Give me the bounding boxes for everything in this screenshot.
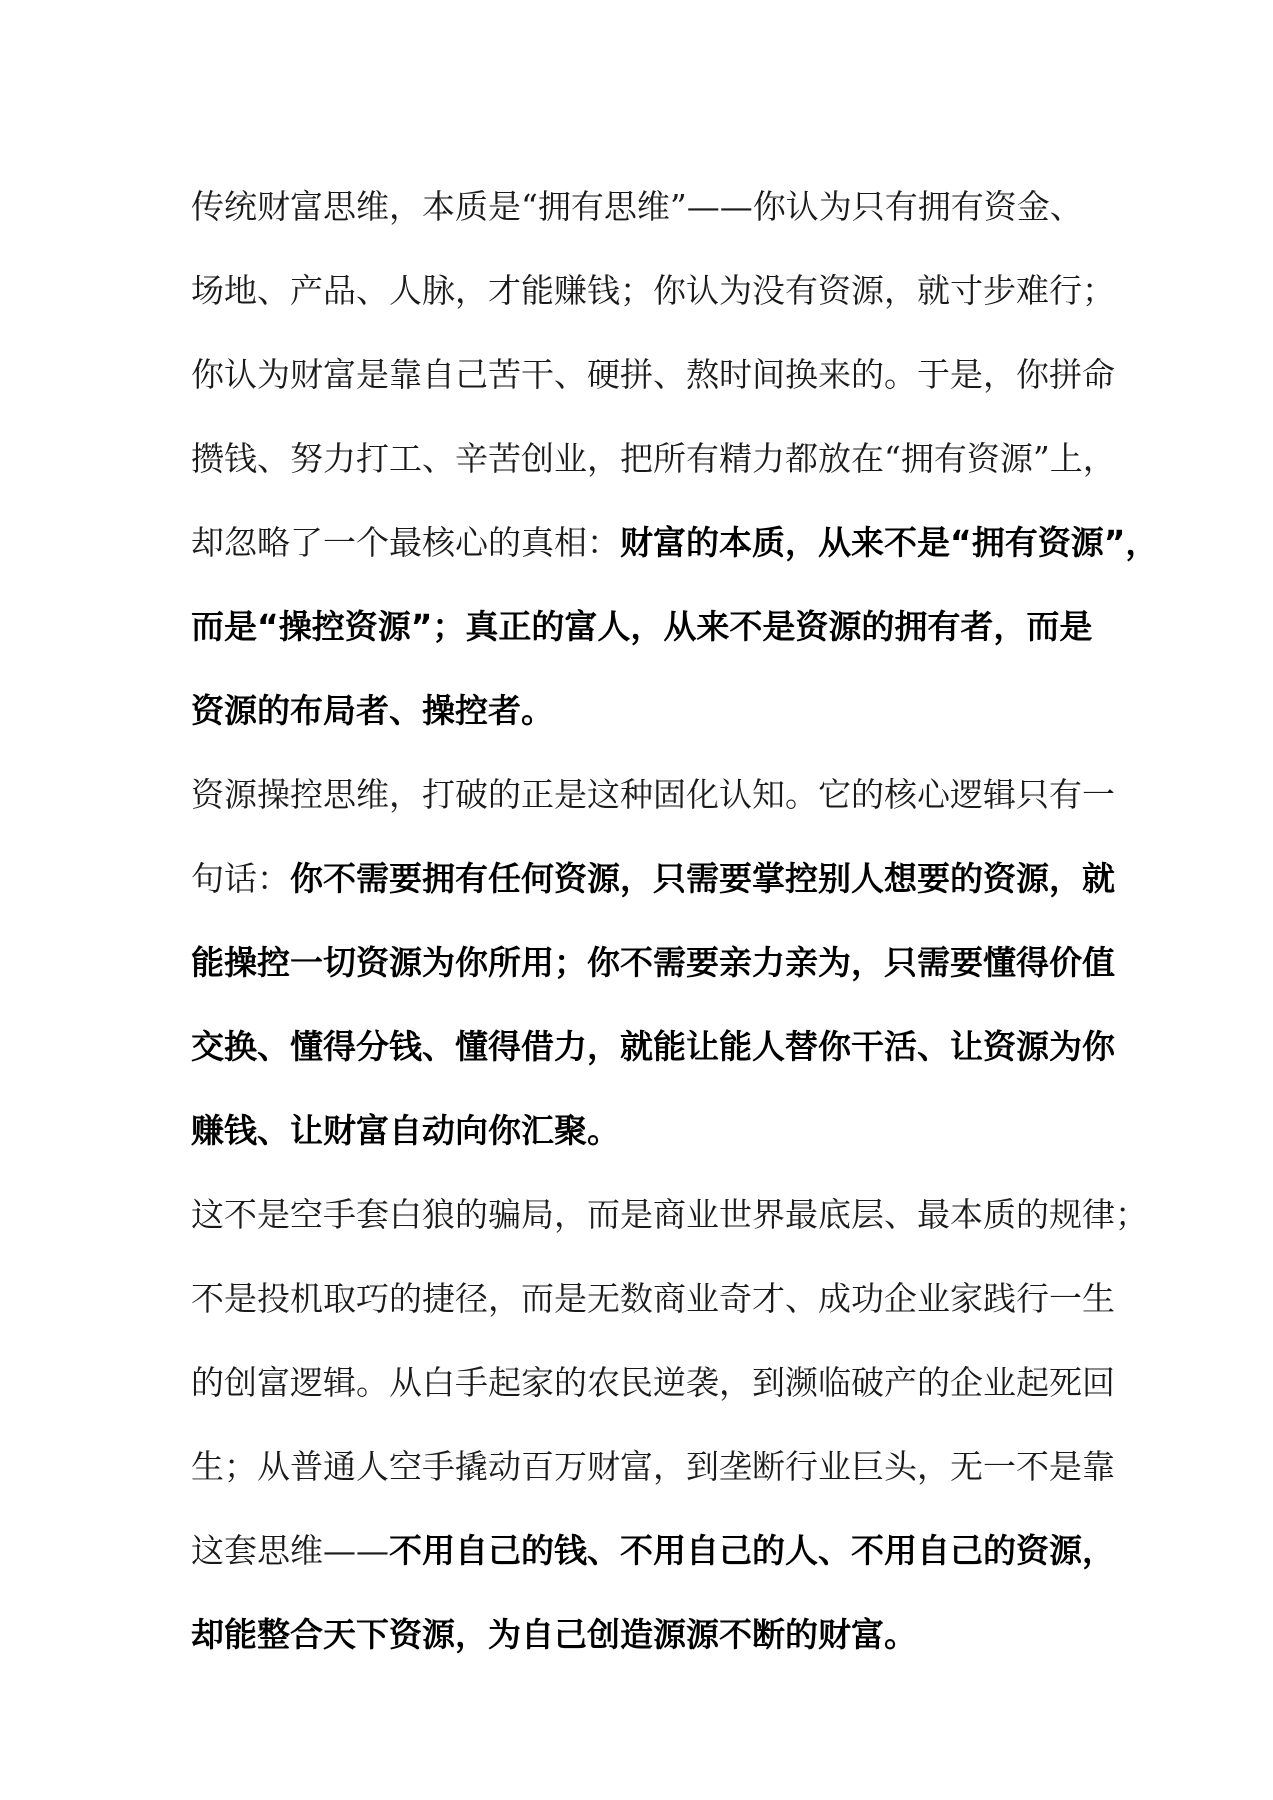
text-line bbox=[191, 1509, 1115, 1593]
text-run: 的创富逻辑。从白手起家的农民逆袭，到濒临破产的企业起死回 bbox=[191, 1363, 1115, 1402]
text-line bbox=[191, 1341, 1115, 1425]
text-run: 场地、产品、人脉，才能赚钱；你认为没有资源，就寸步难行； bbox=[191, 271, 1115, 310]
bold-text-run: 交换、懂得分钱、懂得借力，就能让能人替你干活、让资源为你 bbox=[191, 1027, 1115, 1066]
bold-text-run: 不用自己的钱、不用自己的人、不用自己的资源， bbox=[389, 1531, 1115, 1570]
bold-text-run: 能操控一切资源为你所用；你不需要亲力亲为，只需要懂得价值 bbox=[191, 943, 1115, 982]
text-run: 生；从普通人空手撬动百万财富，到垄断行业巨头，无一不是靠 bbox=[191, 1447, 1115, 1486]
bold-text-run: 财富的本质，从来不是“拥有资源”， bbox=[620, 523, 1159, 562]
text-run: 句话： bbox=[191, 859, 290, 898]
text-run: 攒钱、努力打工、辛苦创业，把所有精力都放在“拥有资源”上， bbox=[191, 439, 1116, 478]
document-body bbox=[191, 165, 1159, 1677]
text-run: 资源操控思维，打破的正是这种固化认知。它的核心逻辑只有一 bbox=[191, 775, 1115, 814]
text-line bbox=[191, 417, 1116, 501]
bold-text-run: 赚钱、让财富自动向你汇聚。 bbox=[191, 1111, 620, 1150]
text-line bbox=[191, 1173, 1148, 1257]
text-line bbox=[191, 585, 1093, 669]
text-run: 不是投机取巧的捷径，而是无数商业奇才、成功企业家践行一生 bbox=[191, 1279, 1115, 1318]
text-line bbox=[191, 1425, 1115, 1509]
text-line bbox=[191, 165, 1083, 249]
text-line bbox=[191, 1593, 1077, 1677]
bold-text-run: 你不需要拥有任何资源，只需要掌控别人想要的资源，就 bbox=[290, 859, 1115, 898]
text-run: 这套思维—— bbox=[191, 1531, 389, 1570]
paragraph-business-logic bbox=[191, 1173, 1148, 1677]
text-run: 你认为财富是靠自己苦干、硬拼、熬时间换来的。于是，你拼命 bbox=[191, 355, 1115, 394]
text-line bbox=[191, 921, 1115, 1005]
bold-text-run: 而是“操控资源”；真正的富人，从来不是资源的拥有者，而是 bbox=[191, 607, 1093, 646]
text-line bbox=[191, 753, 1115, 837]
text-line bbox=[191, 669, 1077, 753]
text-line bbox=[191, 1257, 1115, 1341]
text-line bbox=[191, 837, 1115, 921]
paragraph-ownership-thinking bbox=[191, 165, 1159, 753]
bold-text-run: 却能整合天下资源，为自己创造源源不断的财富。 bbox=[191, 1615, 917, 1654]
text-run: 却忽略了一个最核心的真相： bbox=[191, 523, 620, 562]
text-run: 这不是空手套白狼的骗局，而是商业世界最底层、最本质的规律； bbox=[191, 1195, 1148, 1234]
text-line bbox=[191, 1089, 1077, 1173]
text-run: 传统财富思维，本质是“拥有思维”——你认为只有拥有资金、 bbox=[191, 187, 1083, 226]
text-line bbox=[191, 249, 1115, 333]
text-line bbox=[191, 1005, 1115, 1089]
text-line bbox=[191, 501, 1159, 585]
text-line bbox=[191, 333, 1115, 417]
bold-text-run: 资源的布局者、操控者。 bbox=[191, 691, 554, 730]
paragraph-resource-control-thinking bbox=[191, 753, 1115, 1173]
